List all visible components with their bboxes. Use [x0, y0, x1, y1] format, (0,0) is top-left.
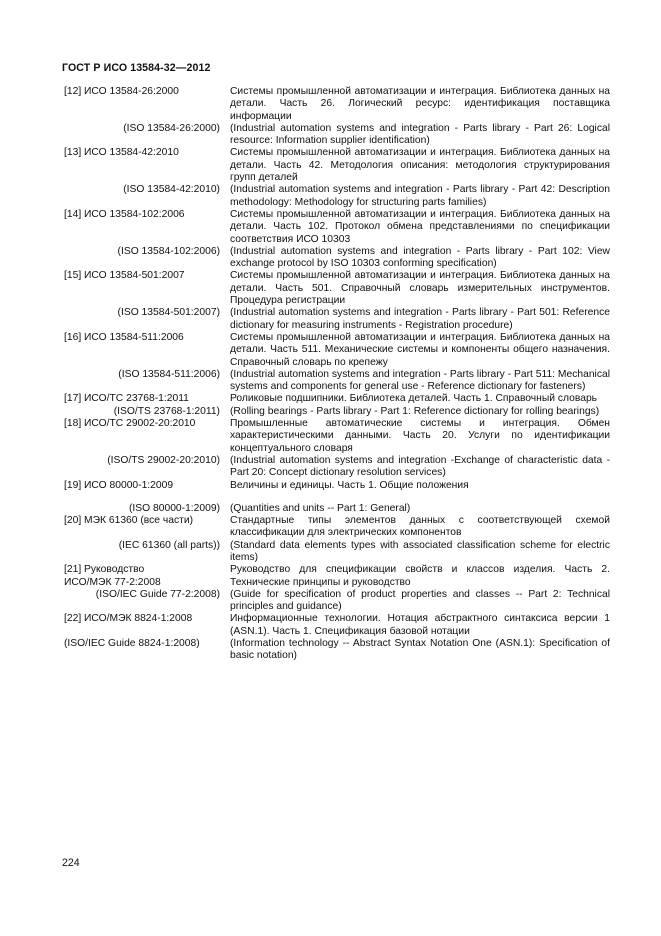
reference-entry-translation: [64, 369, 610, 394]
reference-text: Системы промышленной автоматизации и интеграция. Библиотека данных на детали. Часть 501. Справочный словарь измерительных инструментов. Процедура регистрации: [230, 270, 610, 307]
reference-code-original: (ISO 80000-1:2009): [128, 502, 220, 514]
reference-entry: [64, 480, 610, 492]
reference-entry: [64, 209, 610, 246]
reference-entry-translation: [64, 184, 610, 209]
reference-code-original: (ISO 13584-102:2006): [117, 245, 220, 257]
reference-text: Роликовые подшипники. Библиотека деталей. Часть 1. Справочный словарь: [230, 393, 598, 405]
reference-entry: [64, 332, 610, 369]
reference-text: Стандартные типы элементов данных с соответствующей схемой классификации для электрических компонентов: [230, 515, 610, 539]
reference-code: [21] Руководство ИСО/МЭК 77-2:2008: [64, 564, 161, 588]
reference-text-original: (Information technology -- Abstract Syntax Notation One (ASN.1): Specification of basic notation): [230, 638, 610, 662]
reference-text: Руководство для спецификации свойств и классов изделия. Часть 2. Технические принципы и руководство: [230, 564, 610, 588]
reference-text: Системы промышленной автоматизации и интеграция. Библиотека данных на детали. Часть 42. Методология описания: методология структурирования групп деталей: [230, 147, 610, 184]
reference-text-original: (Industrial automation systems and integration - Parts library - Part 26: Logical resource: Information supplier identification): [230, 122, 610, 147]
reference-code: [22] ИСО/МЭК 8824-1:2008: [64, 613, 193, 625]
reference-text: Информационные технологии. Нотация абстрактного синтаксиса версии 1 (ASN.1). Часть 1. Спецификация базовой нотации: [230, 613, 610, 637]
document-header: ГОСТ Р ИСО 13584-32—2012: [62, 62, 211, 74]
reference-text-original: (Quantities and units -- Part 1: General): [230, 502, 411, 514]
reference-text: Величины и единицы. Часть 1. Общие положения: [230, 479, 469, 491]
reference-code: [20] МЭК 61360 (все части): [64, 515, 194, 527]
reference-entry-translation: [64, 589, 610, 614]
reference-entry: [64, 393, 610, 405]
reference-text: Системы промышленной автоматизации и интеграция. Библиотека данных на детали. Часть 511. Механические системы и компоненты общего назначения. Справочный словарь по крепежу: [230, 331, 610, 368]
reference-entry-translation: [64, 455, 610, 480]
reference-code: [13] ИСО 13584-42:2010: [64, 147, 179, 159]
reference-code-original: (ISO 13584-511:2006): [118, 368, 220, 380]
reference-entry: [64, 147, 610, 184]
reference-code: [14] ИСО 13584-102:2006: [64, 208, 185, 220]
reference-entry-translation: [64, 503, 610, 515]
reference-text-original: (Standard data elements types with associated classification scheme for electric items): [230, 539, 610, 563]
spacer: [64, 492, 610, 503]
bibliography-list: [64, 86, 610, 663]
reference-entry-translation: [64, 540, 610, 565]
reference-text-original: (Industrial automation systems and integration -Exchange of characteristic data - Part 20: Concept dictionary resolution services): [230, 454, 610, 479]
reference-code-original: (ISO 13584-42:2010): [123, 184, 220, 196]
reference-code-original: (ISO 13584-26:2000): [123, 122, 220, 134]
reference-text: Промышленные автоматические системы и интеграция. Обмен характеристическими данными. Часть 20. Услуги по идентификации концептуального словаря: [230, 418, 610, 454]
reference-text-original: (Industrial automation systems and integration - Parts library - Part 42: Description methodology: Methodology for structuring parts families): [230, 184, 610, 208]
reference-code: [15] ИСО 13584-501:2007: [64, 270, 185, 282]
reference-code-original: (ISO/TS 23768-1:2011): [113, 405, 220, 417]
page-number: 224: [62, 857, 80, 869]
reference-entry: [64, 564, 610, 589]
reference-text-original: (Rolling bearings - Parts library - Part 1: Reference dictionary for rolling bearings): [230, 405, 600, 417]
reference-code-original: (ISO/IEC Guide 77-2:2008): [95, 588, 220, 600]
reference-code-original: (ISO/IEC Guide 8824-1:2008): [64, 638, 200, 650]
reference-text-original: (Industrial automation systems and integration - Parts library - Part 102: View exchange protocol by ISO 10303 conforming specification): [230, 245, 610, 270]
reference-entry: [64, 418, 610, 455]
reference-code: [12] ИСО 13584-26:2000: [64, 86, 179, 97]
reference-text-original: (Industrial automation systems and integration - Parts library - Part 511: Mechanical systems and components for general use - Reference dictionary for fasteners): [230, 368, 610, 393]
reference-entry: [64, 613, 610, 638]
reference-entry-translation: [64, 123, 610, 148]
reference-code: [16] ИСО 13584-511:2006: [64, 331, 184, 343]
reference-text: Системы промышленной автоматизации и интеграция. Библиотека данных на детали. Часть 102. Протокол обмена представлениями по спецификации соответствия ИСО 10303: [230, 208, 610, 245]
reference-text-original: (Guide for specification of product properties and classes -- Part 2: Technical principles and guidance): [230, 588, 610, 613]
reference-code: [19] ИСО 80000-1:2009: [64, 479, 174, 491]
reference-code-original: (IEC 61360 (all parts)): [118, 539, 220, 551]
reference-entry: [64, 86, 610, 123]
reference-code-original: (ISO/TS 29002-20:2010): [107, 454, 220, 466]
reference-entry-translation: [64, 638, 610, 663]
reference-code: [18] ИСО/ТС 29002-20:2010: [64, 418, 196, 430]
reference-entry-translation: [64, 307, 610, 332]
reference-entry-translation: [64, 406, 610, 418]
reference-text-original: (Industrial automation systems and integration - Parts library - Part 501: Reference dictionary for measuring instruments - Registration procedure): [230, 307, 610, 331]
reference-code: [17] ИСО/ТС 23768-1:2011: [64, 393, 189, 405]
reference-entry: [64, 515, 610, 540]
reference-entry-translation: [64, 246, 610, 271]
reference-code-original: (ISO 13584-501:2007): [117, 307, 220, 319]
reference-entry: [64, 270, 610, 307]
reference-text: Системы промышленной автоматизации и интеграция. Библиотека данных на детали. Часть 26. Логический ресурс: идентификация поставщика информации: [230, 86, 610, 122]
